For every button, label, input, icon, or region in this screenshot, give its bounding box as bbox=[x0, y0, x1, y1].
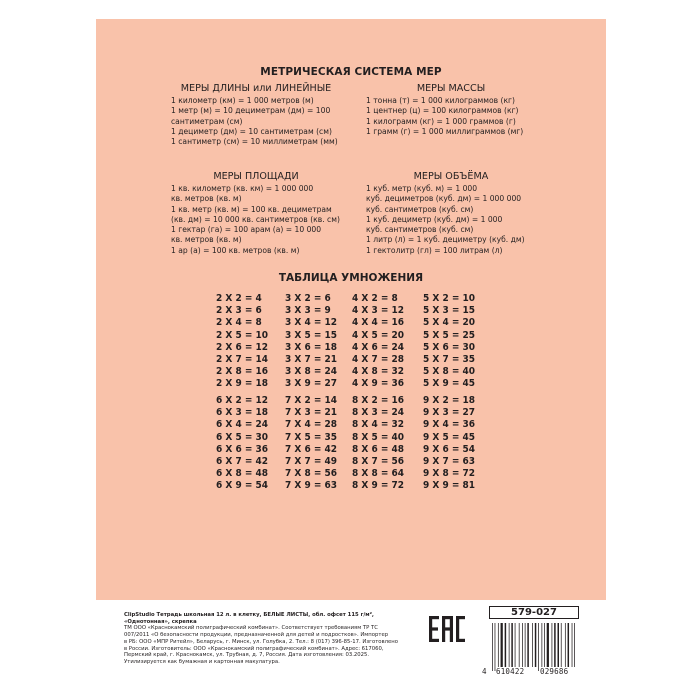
multiplication-row: 4 X 5 = 20 bbox=[352, 329, 405, 341]
volume-line: 1 литр (л) = 1 куб. дециметру (куб. дм) bbox=[366, 235, 525, 245]
area-line: (кв. дм) = 10 000 кв. сантиметров (кв. см) bbox=[171, 214, 340, 224]
multiplication-row: 8 X 9 = 72 bbox=[352, 480, 405, 492]
multiplication-row: 6 X 7 = 42 bbox=[216, 456, 269, 468]
multiplication-row: 3 X 6 = 18 bbox=[285, 341, 338, 353]
multiplication-column bbox=[285, 395, 337, 493]
multiplication-column bbox=[423, 293, 475, 391]
multiplication-row: 4 X 7 = 28 bbox=[352, 354, 405, 366]
mass-measures-block bbox=[366, 83, 536, 137]
multiplication-row: 9 X 8 = 72 bbox=[423, 468, 476, 480]
mass-line: 1 килограмм (кг) = 1 000 граммов (г) bbox=[366, 116, 516, 126]
multiplication-row: 4 X 8 = 32 bbox=[352, 366, 405, 378]
multiplication-row: 2 X 8 = 16 bbox=[216, 366, 269, 378]
multiplication-row: 7 X 3 = 21 bbox=[285, 407, 338, 419]
multiplication-row: 9 X 9 = 81 bbox=[423, 480, 476, 492]
barcode-digit-prefix: 4 bbox=[482, 667, 487, 676]
length-line: 1 сантиметр (см) = 10 миллиметрам (мм) bbox=[171, 137, 338, 147]
multiplication-row: 2 X 6 = 12 bbox=[216, 341, 269, 353]
multiplication-row: 2 X 3 = 6 bbox=[216, 305, 262, 317]
multiplication-column bbox=[352, 395, 404, 493]
eac-certification-icon bbox=[428, 614, 466, 644]
mass-heading: МЕРЫ МАССЫ bbox=[416, 83, 486, 94]
volume-line: куб. дециметров (куб. дм) = 1 000 000 bbox=[366, 194, 522, 204]
article-code: 579-027 bbox=[489, 606, 579, 619]
area-measures-block bbox=[171, 171, 341, 256]
multiplication-row: 8 X 3 = 24 bbox=[352, 407, 405, 419]
multiplication-row: 9 X 2 = 18 bbox=[423, 395, 476, 406]
multiplication-row: 2 X 7 = 14 bbox=[216, 354, 269, 366]
multiplication-row: 2 X 2 = 4 bbox=[216, 293, 262, 304]
multiplication-row: 3 X 3 = 9 bbox=[285, 305, 331, 317]
multiplication-column bbox=[216, 293, 268, 391]
area-line: кв. метров (кв. м) bbox=[171, 194, 242, 204]
multiplication-row: 4 X 3 = 12 bbox=[352, 305, 405, 317]
multiplication-row: 8 X 6 = 48 bbox=[352, 443, 405, 455]
multiplication-row: 8 X 5 = 40 bbox=[352, 431, 405, 443]
multiplication-row: 7 X 9 = 63 bbox=[285, 480, 338, 492]
volume-line: куб. сантиметров (куб. см) bbox=[366, 225, 474, 235]
multiplication-row: 6 X 3 = 18 bbox=[216, 407, 269, 419]
multiplication-row: 5 X 7 = 35 bbox=[423, 354, 476, 366]
multiplication-row: 9 X 7 = 63 bbox=[423, 456, 476, 468]
multiplication-row: 3 X 7 = 21 bbox=[285, 354, 338, 366]
multiplication-row: 8 X 8 = 64 bbox=[352, 468, 405, 480]
area-line: 1 ар (а) = 100 кв. метров (кв. м) bbox=[171, 245, 300, 255]
multiplication-row: 6 X 6 = 36 bbox=[216, 443, 269, 455]
legal-line: в РБ: ООО «МПР Ритейл», Беларусь, г. Минск, ул. Голубка, 2. Тел.: 8 (017) 396-85-17. Изготовлено bbox=[124, 638, 398, 645]
legal-line: ТМ ООО «Краснокамский полиграфический комбинат». Соответствует требованиям ТР ТС bbox=[124, 625, 378, 632]
multiplication-row: 5 X 3 = 15 bbox=[423, 305, 476, 317]
multiplication-row: 6 X 4 = 24 bbox=[216, 419, 269, 431]
length-heading: МЕРЫ ДЛИНЫ или ЛИНЕЙНЫЕ bbox=[180, 83, 332, 94]
multiplication-row: 5 X 6 = 30 bbox=[423, 341, 476, 353]
multiplication-row: 6 X 8 = 48 bbox=[216, 468, 269, 480]
legal-line: Пермский край, г. Краснокамск, ул. Трубная, д. 7, Россия. Дата изготовления: 03.2025. bbox=[124, 652, 370, 659]
area-line: 1 кв. километр (кв. км) = 1 000 000 bbox=[171, 184, 314, 193]
product-title: ClipStudio Тетрадь школьная 12 л. в клетку, БЕЛЫЕ ЛИСТЫ, обл. офсет 115 г/м², «Однотонная», скрепка bbox=[124, 612, 374, 625]
volume-line: 1 куб. метр (куб. м) = 1 000 bbox=[366, 184, 478, 193]
mass-line: 1 грамм (г) = 1 000 миллиграммов (мг) bbox=[366, 126, 524, 136]
multiplication-row: 5 X 2 = 10 bbox=[423, 293, 476, 304]
multiplication-row: 4 X 9 = 36 bbox=[352, 378, 405, 390]
multiplication-row: 9 X 4 = 36 bbox=[423, 419, 476, 431]
area-line: кв. метров (кв. м) bbox=[171, 235, 242, 245]
multiplication-row: 3 X 9 = 27 bbox=[285, 378, 338, 390]
multiplication-row: 4 X 4 = 16 bbox=[352, 317, 405, 329]
multiplication-row: 5 X 8 = 40 bbox=[423, 366, 476, 378]
multiplication-row: 2 X 5 = 10 bbox=[216, 329, 269, 341]
volume-line: 1 куб. дециметр (куб. дм) = 1 000 bbox=[366, 214, 503, 224]
multiplication-row: 7 X 2 = 14 bbox=[285, 395, 338, 406]
multiplication-row: 3 X 4 = 12 bbox=[285, 317, 338, 329]
barcode-digit-left: 610422 bbox=[496, 667, 525, 676]
multiplication-row: 4 X 2 = 8 bbox=[352, 293, 398, 304]
length-measures-block bbox=[171, 83, 341, 147]
multiplication-row: 5 X 4 = 20 bbox=[423, 317, 476, 329]
notebook-cover bbox=[96, 19, 606, 685]
legal-info bbox=[124, 612, 420, 666]
multiplication-row: 8 X 4 = 32 bbox=[352, 419, 405, 431]
page-title: МЕТРИЧЕСКАЯ СИСТЕМА МЕР bbox=[260, 66, 442, 78]
multiplication-title: ТАБЛИЦА УМНОЖЕНИЯ bbox=[278, 272, 424, 284]
multiplication-column bbox=[423, 395, 475, 493]
multiplication-row: 7 X 4 = 28 bbox=[285, 419, 338, 431]
volume-line: 1 гектолитр (гл) = 100 литрам (л) bbox=[366, 245, 503, 255]
multiplication-row: 3 X 5 = 15 bbox=[285, 329, 338, 341]
multiplication-row: 6 X 5 = 30 bbox=[216, 431, 269, 443]
multiplication-column bbox=[352, 293, 404, 391]
multiplication-row: 3 X 8 = 24 bbox=[285, 366, 338, 378]
multiplication-row: 7 X 7 = 49 bbox=[285, 456, 338, 468]
multiplication-row: 2 X 4 = 8 bbox=[216, 317, 262, 329]
multiplication-column bbox=[216, 395, 268, 493]
multiplication-row: 9 X 5 = 45 bbox=[423, 431, 476, 443]
multiplication-row: 7 X 6 = 42 bbox=[285, 443, 338, 455]
mass-line: 1 тонна (т) = 1 000 килограммов (кг) bbox=[366, 96, 515, 105]
multiplication-row: 5 X 5 = 25 bbox=[423, 329, 476, 341]
multiplication-row: 3 X 2 = 6 bbox=[285, 293, 331, 304]
area-heading: МЕРЫ ПЛОЩАДИ bbox=[213, 171, 299, 182]
barcode-icon bbox=[489, 609, 579, 675]
multiplication-row: 7 X 8 = 56 bbox=[285, 468, 338, 480]
multiplication-row: 4 X 6 = 24 bbox=[352, 341, 405, 353]
multiplication-row: 6 X 2 = 12 bbox=[216, 395, 269, 406]
multiplication-row: 5 X 9 = 45 bbox=[423, 378, 476, 390]
legal-line: 007/2011 «О безопасности продукции, предназначенной для детей и подростков». Импортер bbox=[124, 632, 389, 639]
volume-measures-block bbox=[366, 171, 536, 256]
multiplication-column bbox=[285, 293, 337, 391]
multiplication-row: 6 X 9 = 54 bbox=[216, 480, 269, 492]
multiplication-row: 7 X 5 = 35 bbox=[285, 431, 338, 443]
length-line: 1 километр (км) = 1 000 метров (м) bbox=[171, 96, 314, 105]
legal-line: Утилизируется как бумажная и картонная макулатура. bbox=[124, 658, 280, 665]
length-line: 1 дециметр (дм) = 10 сантиметрам (см) bbox=[171, 126, 332, 136]
multiplication-row: 9 X 3 = 27 bbox=[423, 407, 476, 419]
length-line: сантиметрам (см) bbox=[171, 116, 243, 126]
barcode-digit-right: 029686 bbox=[540, 667, 569, 676]
multiplication-row: 2 X 9 = 18 bbox=[216, 378, 269, 390]
area-line: 1 кв. метр (кв. м) = 100 кв. дециметрам bbox=[171, 204, 332, 214]
volume-line: куб. сантиметров (куб. см) bbox=[366, 204, 474, 214]
footer-label bbox=[96, 600, 606, 685]
legal-line: в России. Изготовитель: ООО «Краснокамский полиграфический комбинат». Адрес: 617060, bbox=[124, 645, 384, 652]
multiplication-row: 9 X 6 = 54 bbox=[423, 443, 476, 455]
multiplication-row: 8 X 7 = 56 bbox=[352, 456, 405, 468]
length-line: 1 метр (м) = 10 дециметрам (дм) = 100 bbox=[171, 106, 331, 116]
volume-heading: МЕРЫ ОБЪЁМА bbox=[413, 171, 489, 182]
area-line: 1 гектар (га) = 100 арам (а) = 10 000 bbox=[171, 225, 322, 235]
mass-line: 1 центнер (ц) = 100 килограммов (кг) bbox=[366, 106, 519, 116]
multiplication-row: 8 X 2 = 16 bbox=[352, 395, 405, 406]
